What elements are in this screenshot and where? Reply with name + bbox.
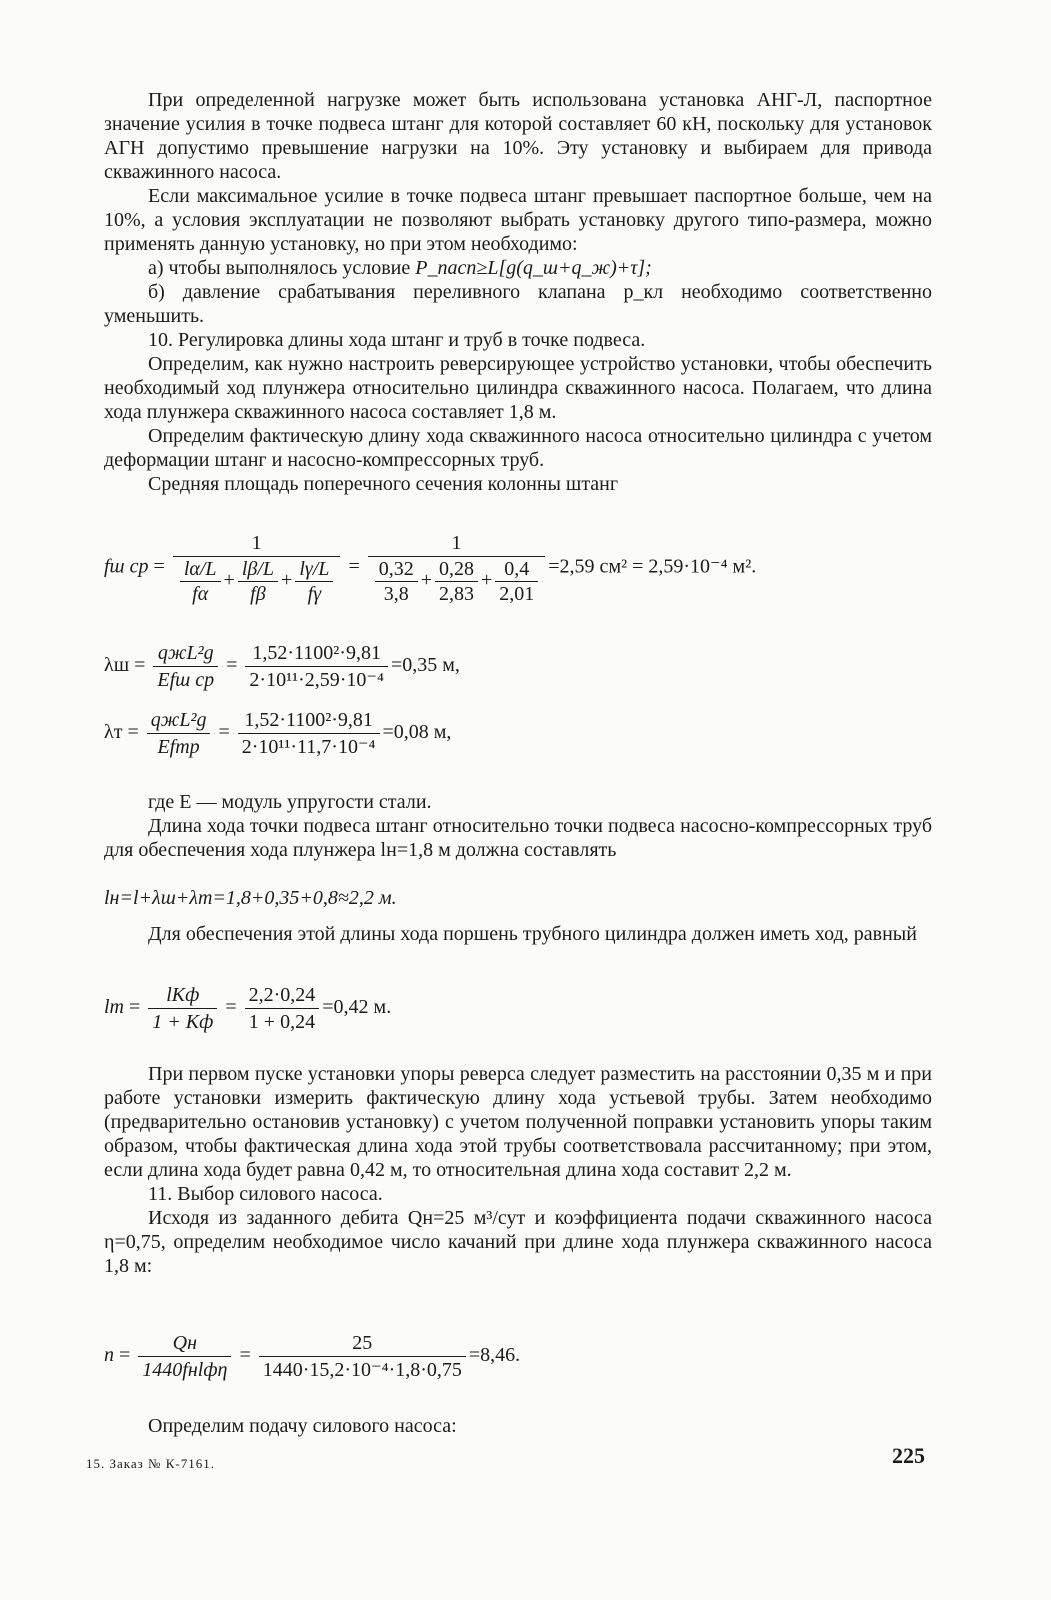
eq-lt-vden: 2·10¹¹·11,7·10⁻⁴ xyxy=(241,736,376,758)
eq-lsh-num: qжL²g xyxy=(153,640,218,667)
equation-lambda-rod: λш = $\frac{\text{qжL²g}}{\text{Efш ср}}$ = $\frac{\text{1,52·1100²·9,81}}{\text{2·10¹¹·2,59·10⁻⁴}}$ =0,35 м, xyxy=(104,642,460,691)
eq-lt-den: Efтр xyxy=(157,736,200,758)
eq-lsh-lhs: λш xyxy=(104,654,130,677)
eq-lt-num: qжL²g xyxy=(147,707,211,734)
eq-fsh-numeric-denominator: $\frac{0,32}{3,8}$ + $\frac{0,28}{2,83}$ + $\frac{0,4}{2,01}$ xyxy=(368,557,546,606)
equation-strokes-number: n = $\frac{Qн}{\text{1440fнlфη}}$ = $\frac{25}{\text{1440·15,2·10⁻⁴·1,8·0,75}}$ =8,46. xyxy=(104,1332,521,1381)
page-number: 225 xyxy=(892,1443,925,1468)
eq-fsh-d2: fβ xyxy=(250,583,266,605)
eq-fsh-v1n: 0,32 xyxy=(375,557,418,582)
eq-fsh-v3d: 2,01 xyxy=(499,583,535,605)
text-block-end xyxy=(104,1414,932,1438)
equation-mean-area: fш ср = 1 $\frac{l\alpha/L}{f\alpha}$ + $\frac{l\beta/L}{f\beta}$ + $\frac{l\gamma/L}{f\gamma}$ = 1 $\frac{0,32}{3,8}$ + $\frac{0,28}{2,83}$ + $\frac{0,4}{2,01}$ =2,59 см² = 2,59·10⁻⁴ м². xyxy=(104,532,757,605)
paragraph-stroke-length: Длина хода точки подвеса штанг относительно точки подвеса насосно-компрессорных труб для обеспечения хода плунжера lн=1,8 м должна составлять xyxy=(104,815,932,861)
eq-lsh-vnum: 1,52·1100²·9,81 xyxy=(245,640,388,667)
eq-lt2-vden: 1 + 0,24 xyxy=(248,1011,316,1033)
eq-fsh-numeric-fraction xyxy=(368,530,546,606)
paragraph-modulus: где E — модуль упругости стали. xyxy=(148,791,432,813)
eq-n-lhs: n xyxy=(104,1344,114,1367)
equation-lambda-tube: λт = $\frac{\text{qжL²g}}{\text{Efтр}}$ = $\frac{\text{1,52·1100²·9,81}}{\text{2·10¹¹·11,7·10⁻⁴}}$ =0,08 м, xyxy=(104,709,452,758)
eq-fsh-v2d: 2,83 xyxy=(439,583,474,605)
eq-lsh-den: Efш ср xyxy=(157,669,215,691)
condition-a-formula: P_пасп≥L[g(q_ш+q_ж)+τ]; xyxy=(415,257,652,279)
eq-fsh-n3: lγ/L xyxy=(295,557,333,582)
eq-lt2-result: =0,42 м. xyxy=(322,996,392,1019)
eq-fsh-one-a: 1 xyxy=(173,530,341,557)
paragraph-reverse-device: Определим, как нужно настроить реверсирующее устройство установки, чтобы обеспечить необходимый ход плунжера относительно цилиндра скважинного насоса. Полагаем, что длина хода плунжера скважинного насоса составляет 1,8 м. xyxy=(104,353,932,423)
eq-lt2-num: lKф xyxy=(148,982,217,1009)
eq-n-den: 1440fнlфη xyxy=(142,1359,228,1381)
equation-plunger-stroke: lн=l+λш+λт=1,8+0,35+0,8≈2,2 м. xyxy=(104,887,397,909)
eq-lsh-result: =0,35 м, xyxy=(390,654,460,677)
eq-lt-result: =0,08 м, xyxy=(382,721,452,744)
eq-n-result: =8,46. xyxy=(468,1344,521,1367)
condition-a-text: а) чтобы выполнялось условие xyxy=(148,257,411,279)
paragraph-piston: Для обеспечения этой длины хода поршень трубного цилиндра должен иметь ход, равный xyxy=(148,923,917,945)
eq-fsh-n2: lβ/L xyxy=(238,557,278,582)
section-10-heading: 10. Регулировка длины хода штанг и труб в точке подвеса. xyxy=(148,329,646,351)
condition-b: б) давление срабатывания переливного клапана p_кл необходимо соответственно уменьшить. xyxy=(104,281,932,327)
eq-fsh-v1d: 3,8 xyxy=(383,583,409,605)
eq-n-vden: 1440·15,2·10⁻⁴·1,8·0,75 xyxy=(262,1359,462,1381)
paragraph-power-pump: Определим подачу силового насоса: xyxy=(148,1415,457,1437)
eq-fsh-v3n: 0,4 xyxy=(495,557,538,582)
eq-fsh-lhs: fш ср xyxy=(104,555,149,578)
eq-fsh-v2n: 0,28 xyxy=(435,557,478,582)
eq-fsh-d1: fα xyxy=(192,583,209,605)
eq-fsh-n1: lα/L xyxy=(180,557,221,582)
paragraph-flow-rate: Исходя из заданного дебита Qн=25 м³/сут и коэффициента подачи скважинного насоса η=0,75, определим необходимое число качаний при длине хода плунжера скважинного насоса 1,8 м: xyxy=(104,1207,932,1277)
text-block-middle xyxy=(104,790,932,862)
eq-fsh-symbolic-denominator: $\frac{l\alpha/L}{f\alpha}$ + $\frac{l\beta/L}{f\beta}$ + $\frac{l\gamma/L}{f\gamma}$ xyxy=(173,557,341,606)
eq-lsh-vden: 2·10¹¹·2,59·10⁻⁴ xyxy=(249,669,384,691)
eq-fsh-symbolic-fraction xyxy=(173,530,341,606)
eq-lt2-den: 1 + Kф xyxy=(152,1011,214,1033)
print-order-footer: 15. Заказ № К-7161. xyxy=(86,1456,215,1471)
section-11-heading: 11. Выбор силового насоса. xyxy=(148,1183,383,1205)
equation-tube-stroke: lт = $\frac{\text{lKф}}{1 + Kф}$ = $\frac{2,2\cdot 0,24}{1 + 0,24}$ =0,42 м. xyxy=(104,984,392,1033)
eq-n-vnum: 25 xyxy=(259,1330,466,1357)
eq-fsh-one-b: 1 xyxy=(368,530,546,557)
eq-lt-lhs: λт xyxy=(104,721,123,744)
paragraph-intro: При определенной нагрузке может быть использована установка АНГ-Л, паспортное значение усилия в точке подвеса штанг для которой составляет 60 кН, поскольку для установок АГН допустимо превышение нагрузки на 10%. Эту установку и выбираем для привода скважинного насоса. xyxy=(104,89,932,183)
paragraph-actual-length: Определим фактическую длину хода скважинного насоса относительно цилиндра с учетом деформации штанг и насосно-компрессорных труб. xyxy=(104,425,932,471)
paragraph-mean-area: Средняя площадь поперечного сечения колонны штанг xyxy=(148,473,619,495)
text-block-top xyxy=(104,88,932,496)
condition-a xyxy=(104,256,932,280)
eq-fsh-result: =2,59 см² = 2,59·10⁻⁴ м². xyxy=(548,555,757,578)
paragraph-conditions: Если максимальное усилие в точке подвеса штанг превышает паспортное больше, чем на 10%, а условия эксплуатации не позволяют выбрать установку другого типо-размера, можно применять данную установку, но при этом необходимо: xyxy=(104,185,932,255)
eq-n-num: Qн xyxy=(138,1330,231,1357)
eq-lt2-vnum: 2,2·0,24 xyxy=(245,982,320,1009)
eq-lt-vnum: 1,52·1100²·9,81 xyxy=(238,707,380,734)
eq-lt2-lhs: lт xyxy=(104,996,124,1019)
eq-fsh-d3: fγ xyxy=(307,583,322,605)
paragraph-first-start: При первом пуске установки упоры реверса следует разместить на расстоянии 0,35 м и при работе установки измерить фактическую длину хода устьевой трубы. Затем необходимо (предварительно остановив установку) с учетом полученной поправки установить упоры таким образом, чтобы фактическая длина хода этой трубы соответствовала рассчитанному; при этом, если длина хода будет равна 0,42 м, то относительная длина хода составит 2,2 м. xyxy=(104,1063,932,1181)
text-block-bottom xyxy=(104,1062,932,1278)
text-block-piston xyxy=(104,922,932,946)
